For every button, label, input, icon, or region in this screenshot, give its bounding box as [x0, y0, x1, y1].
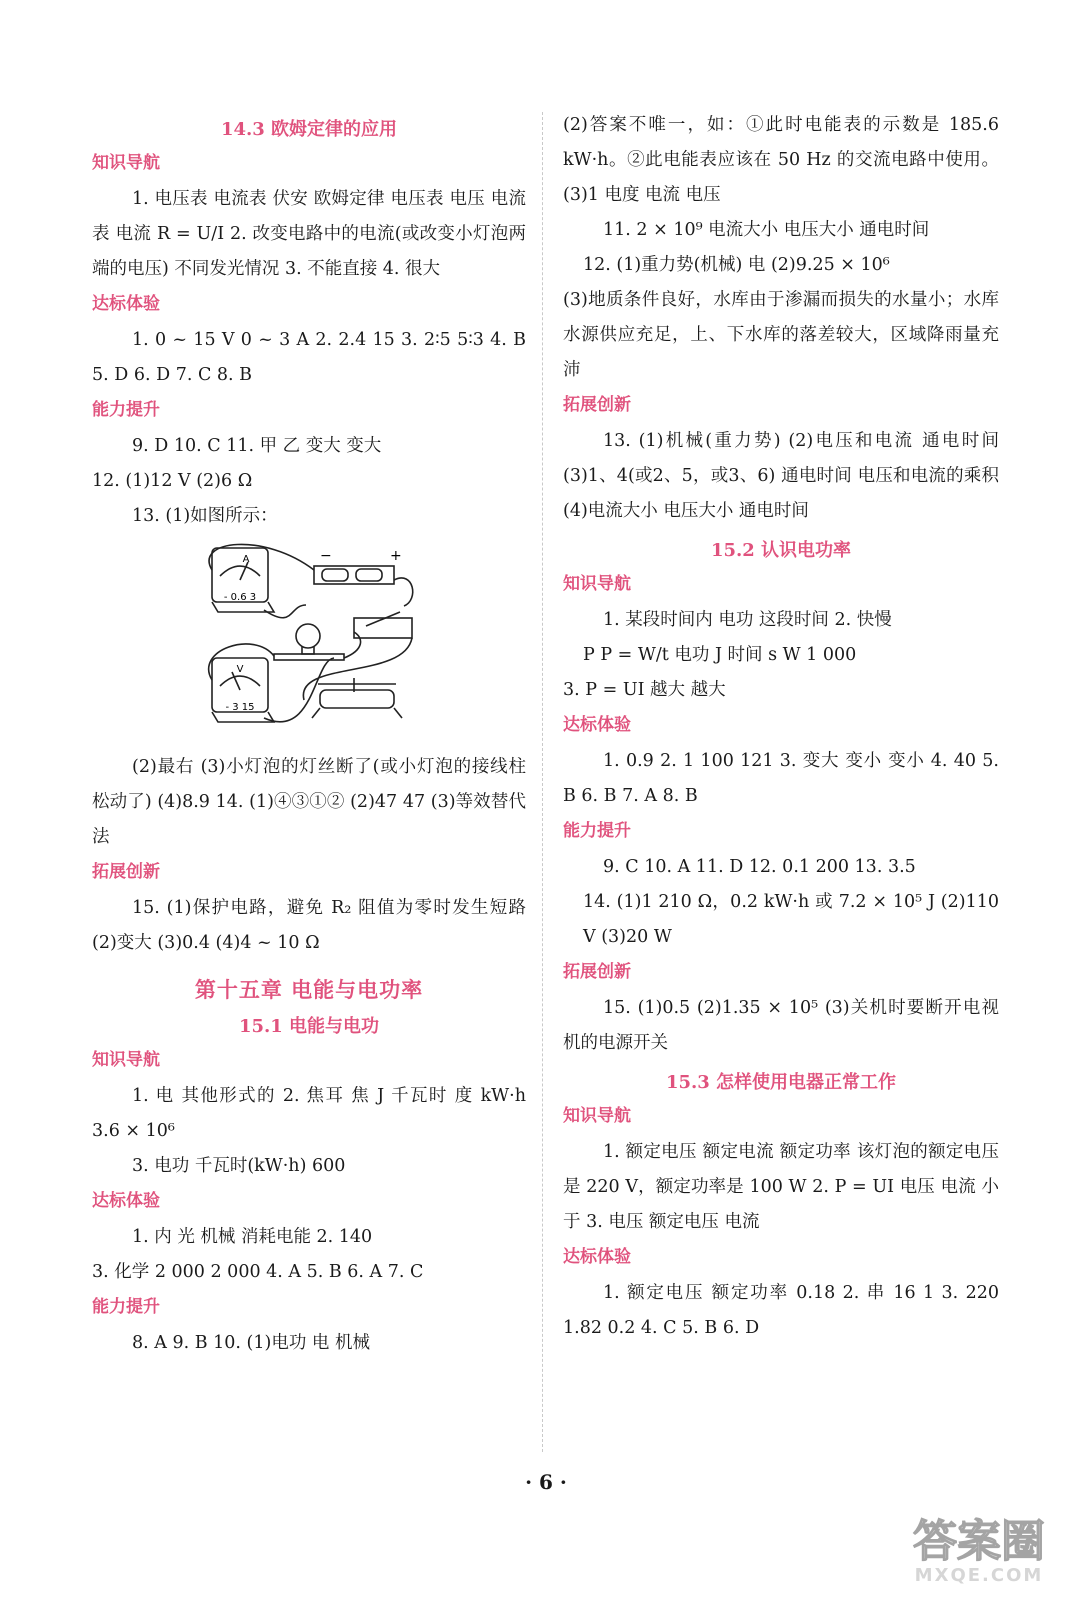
answer-14-3-extension: 15. (1)保护电路，避免 R₂ 阻值为零时发生短路 (2)变大 (3)0.4 (4)4 ~ 10 Ω [92, 898, 526, 953]
watermark-logo-icon [894, 1508, 1064, 1568]
subheading-knowledge-15-3: 知识导航 [563, 1106, 631, 1126]
section-title-15-1: 15.1 电能与电功 [238, 1016, 380, 1037]
subheading-extension: 拓展创新 [92, 862, 160, 882]
ammeter-scale [220, 566, 260, 576]
answer-15-2-practice: 1. 0.9 2. 1 100 121 3. 变大 变小 变小 4. 40 5. B 6. B 7. A 8. B [563, 751, 999, 806]
battery-cell-1 [322, 569, 348, 581]
watermark-site: MXQE.COM [914, 1565, 1044, 1586]
answer-14-3-ability-2: 12. (1)12 V (2)6 Ω [92, 471, 253, 491]
answer-15-1-cont-4: (3)地质条件良好，水库由于渗漏而损失的水量小；水库水源供应充足，上、下水库的落差较大，区域降雨量充沛 [563, 290, 999, 380]
watermark [894, 1508, 1064, 1590]
wire-bulb-switch [344, 632, 361, 658]
rheostat-coil [320, 690, 394, 708]
wire-battery-switch [394, 578, 413, 606]
subheading-practice-15-2: 达标体验 [563, 715, 631, 735]
answer-15-1-cont-2: 11. 2 × 10⁹ 电流大小 电压大小 通电时间 [603, 220, 930, 240]
answer-15-2-knowledge-3: 3. P = UI 越大 越大 [563, 680, 726, 700]
right-column [563, 108, 999, 1346]
answer-15-1-knowledge-2: 3. 电功 千瓦时(kW·h) 600 [132, 1156, 346, 1176]
answer-15-1-practice-1: 1. 内 光 机械 消耗电能 2. 140 [132, 1227, 373, 1247]
battery-minus: − [320, 548, 332, 564]
voltmeter-ticks: - 3 15 [225, 702, 255, 713]
subheading-practice-15-3: 达标体验 [563, 1247, 631, 1267]
answer-15-2-ability-2: 14. (1)1 210 Ω，0.2 kW·h 或 7.2 × 10⁵ J (2)110 V (3)20 W [583, 892, 999, 947]
bulb-holder [274, 654, 344, 660]
answer-14-3-knowledge: 1. 电压表 电流表 伏安 欧姆定律 电压表 电压 电流表 电流 R = U/I 2. 改变电路中的电流(或改变小灯泡两端的电压) 不同发光情况 3. 不能直接 4. 很大 [92, 189, 526, 279]
battery-plus: + [390, 548, 402, 564]
answer-14-3-practice: 1. 0 ~ 15 V 0 ~ 3 A 2. 2.4 15 3. 2∶5 5∶3 4. B 5. D 6. D 7. C 8. B [92, 330, 526, 385]
circuit-diagram [204, 540, 430, 742]
section-title-14-3: 14.3 欧姆定律的应用 [220, 119, 398, 140]
switch-lever [366, 612, 400, 626]
subheading-knowledge-15-2: 知识导航 [563, 574, 631, 594]
ammeter-ticks: - 0.6 3 [223, 592, 257, 603]
subheading-practice: 达标体验 [92, 294, 160, 314]
ammeter-label: A [242, 554, 250, 565]
subheading-ability-15-2: 能力提升 [563, 821, 631, 841]
answer-15-3-practice: 1. 额定电压 额定功率 0.18 2. 串 16 1 3. 220 1.82 0.2 4. C 5. B 6. D [563, 1283, 999, 1338]
voltmeter-label: V [236, 664, 244, 675]
bulb-glass [296, 624, 320, 648]
subheading-knowledge: 知识导航 [92, 153, 160, 173]
battery-cell-2 [356, 569, 382, 581]
answer-14-3-ability-4: (2)最右 (3)小灯泡的灯丝断了(或小灯泡的接线柱松动了) (4)8.9 14. (1)④③①② (2)47 47 (3)等效替代法 [92, 757, 526, 847]
answer-15-2-extension: 15. (1)0.5 (2)1.35 × 10⁵ (3)关机时要断开电视机的电源开关 [563, 998, 999, 1053]
answer-14-3-ability-1: 9. D 10. C 11. 甲 乙 变大 变大 [132, 436, 382, 456]
section-title-15-2: 15.2 认识电功率 [710, 540, 852, 561]
watermark-main: 答案圈 [913, 1516, 1045, 1567]
answer-15-1-extension: 13. (1)机械(重力势) (2)电压和电流 通电时间 (3)1、4(或2、5，或3、6) 通电时间 电压和电流的乘积 (4)电流大小 电压大小 通电时间 [563, 431, 999, 521]
answer-14-3-ability-3: 13. (1)如图所示： [132, 506, 278, 526]
subheading-ability: 能力提升 [92, 400, 160, 420]
subheading-knowledge-15-1: 知识导航 [92, 1050, 160, 1070]
subheading-extension-15-1: 拓展创新 [563, 395, 631, 415]
answer-15-2-knowledge-2: P P = W/t 电功 J 时间 s W 1 000 [583, 645, 857, 665]
answer-15-3-knowledge: 1. 额定电压 额定电流 额定功率 该灯泡的额定电压是 220 V，额定功率是 100 W 2. P = UI 电压 电流 小于 3. 电压 额定电压 电流 [563, 1142, 999, 1232]
subheading-extension-15-2: 拓展创新 [563, 962, 631, 982]
answer-15-1-cont-3: 12. (1)重力势(机械) 电 (2)9.25 × 10⁶ [583, 255, 890, 275]
answer-15-2-ability-1: 9. C 10. A 11. D 12. 0.1 200 13. 3.5 [603, 857, 916, 877]
column-divider [542, 112, 543, 1452]
subheading-ability-15-1: 能力提升 [92, 1297, 160, 1317]
answer-15-1-knowledge-1: 1. 电 其他形式的 2. 焦耳 焦 J 千瓦时 度 kW·h 3.6 × 10⁶ [92, 1086, 526, 1141]
left-column [92, 108, 526, 1361]
voltmeter-base [212, 712, 274, 722]
section-title-15-3: 15.3 怎样使用电器正常工作 [665, 1072, 897, 1093]
chapter-title-15: 第十五章 电能与电功率 [194, 977, 424, 1002]
page-number: · 6 · [525, 1470, 567, 1494]
answer-15-2-knowledge-1: 1. 某段时间内 电功 这段时间 2. 快慢 [603, 610, 892, 630]
subheading-practice-15-1: 达标体验 [92, 1191, 160, 1211]
answer-15-1-ability: 8. A 9. B 10. (1)电功 电 机械 [132, 1333, 370, 1353]
rheostat-legs [312, 708, 402, 718]
voltmeter-scale [220, 676, 260, 686]
answer-15-1-practice-2: 3. 化学 2 000 2 000 4. A 5. B 6. A 7. C [92, 1262, 424, 1282]
circuit-figure [204, 540, 430, 742]
switch-base [354, 618, 412, 638]
answer-15-1-cont-1: (2)答案不唯一，如：①此时电能表的示数是 185.6 kW·h。②此电能表应该在 50 Hz 的交流电路中使用。 (3)1 电度 电流 电压 [563, 115, 999, 205]
